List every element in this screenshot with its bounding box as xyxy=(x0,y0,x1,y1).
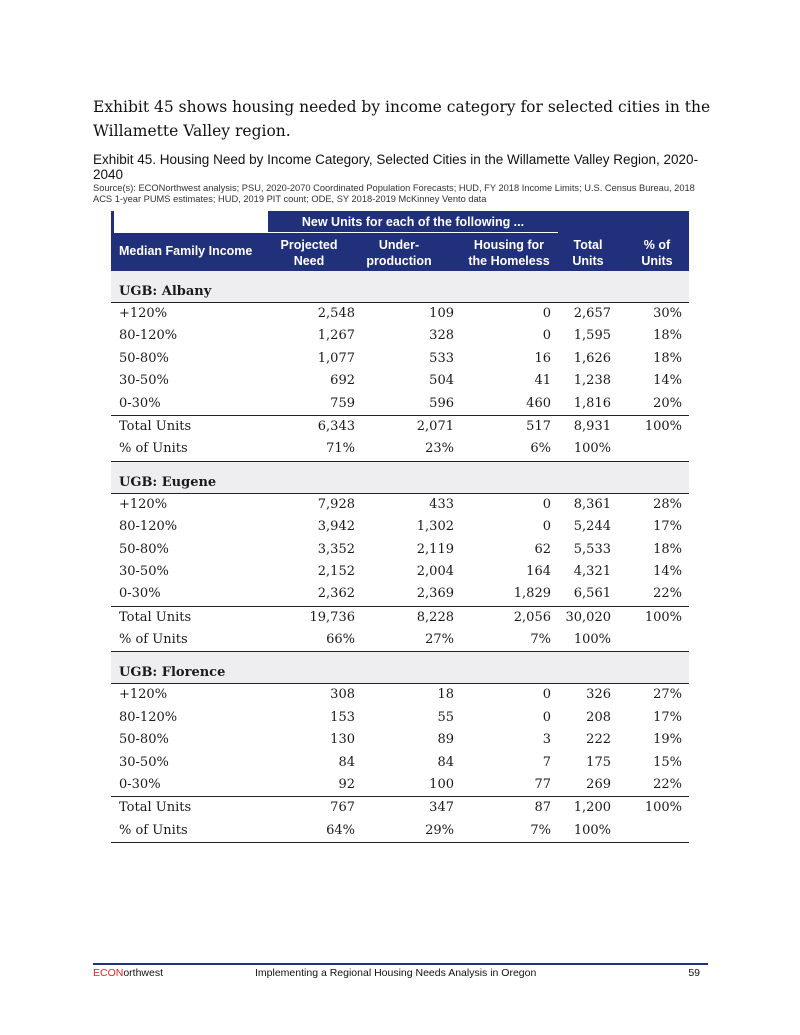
table-row xyxy=(111,539,689,561)
total-units-cell: 8,361 xyxy=(573,496,611,512)
pct-of-units-cell: 100% xyxy=(644,609,682,625)
table-row xyxy=(111,752,689,774)
table-row xyxy=(111,774,689,796)
col-header-under-line2: production xyxy=(366,254,432,268)
homeless-housing-cell: 0 xyxy=(542,519,551,535)
projected-need-cell: 2,548 xyxy=(317,306,355,321)
income-category-cell: 0-30% xyxy=(119,395,161,411)
homeless-housing-cell: 3 xyxy=(542,732,551,748)
income-category-cell: 0-30% xyxy=(119,777,161,793)
total-units-cell: 8,931 xyxy=(573,418,611,434)
exhibit-title: Exhibit 45. Housing Need by Income Category, Selected Cities in the Willamette Valley Region, 2020-2040 xyxy=(93,152,699,182)
projected-need-cell: 1,267 xyxy=(317,328,355,344)
income-category-cell: 50-80% xyxy=(119,350,169,366)
projected-need-cell: 19,736 xyxy=(309,609,355,625)
col-header-projected-line1: Projected xyxy=(280,238,338,252)
percent-row xyxy=(111,820,689,843)
intro-paragraph: Exhibit 45 shows housing needed by income category for selected cities in the Willamette Valley region. xyxy=(93,98,711,140)
projected-need-cell: 153 xyxy=(330,709,355,725)
group-header: New Units for each of the following ... xyxy=(301,215,525,229)
pct-of-units-cell: 22% xyxy=(653,777,682,793)
income-category-cell: +120% xyxy=(119,687,168,703)
footer-document-title: Implementing a Regional Housing Needs Analysis in Oregon xyxy=(255,967,537,979)
pct-of-units-cell: 15% xyxy=(653,754,682,770)
col-header-underproduction xyxy=(356,237,442,269)
homeless-housing-cell: 0 xyxy=(542,328,551,344)
pct-of-units-cell: 17% xyxy=(653,519,682,535)
homeless-housing-cell: 164 xyxy=(526,563,551,579)
col-header-projected-line2: Need xyxy=(293,254,325,268)
homeless-housing-cell: 0 xyxy=(542,496,551,512)
underproduction-cell: 100 xyxy=(429,777,454,793)
total-row xyxy=(111,415,689,438)
underproduction-cell: 1,302 xyxy=(416,519,454,535)
income-category-cell: % of Units xyxy=(119,822,188,838)
section-spacer xyxy=(111,462,689,472)
homeless-housing-cell: 87 xyxy=(534,800,551,816)
section-spacer xyxy=(111,652,689,662)
underproduction-cell: 2,071 xyxy=(416,418,454,434)
housing-need-table xyxy=(111,211,689,843)
homeless-housing-cell: 1,829 xyxy=(513,586,551,602)
section-heading: UGB: Albany xyxy=(111,281,689,303)
pct-of-units-cell: 27% xyxy=(653,687,682,703)
table-row xyxy=(111,684,689,706)
total-units-cell: 326 xyxy=(586,687,611,703)
projected-need-cell: 66% xyxy=(326,632,355,648)
income-category-cell: 50-80% xyxy=(119,732,169,748)
table-row xyxy=(111,561,689,583)
projected-need-cell: 3,352 xyxy=(317,541,355,557)
projected-need-cell: 759 xyxy=(330,395,355,411)
underproduction-cell: 18 xyxy=(437,687,454,703)
projected-need-cell: 308 xyxy=(330,687,355,703)
table-row xyxy=(111,729,689,751)
footer-rule xyxy=(93,963,708,965)
exhibit-source: Source(s): ECONorthwest analysis; PSU, 2020-2070 Coordinated Population Forecasts; HUD, FY 2018 Income Limits; U.S. Census Bureau, 2018 ACS 1-year PUMS estimates; HUD, 2019 PIT count; ODE, SY 2018-2019 McKinney Vento data xyxy=(93,183,695,204)
homeless-housing-cell: 16 xyxy=(534,350,551,366)
projected-need-cell: 767 xyxy=(330,800,355,816)
underproduction-cell: 29% xyxy=(425,822,454,838)
total-units-cell: 269 xyxy=(586,777,611,793)
total-units-cell: 1,238 xyxy=(573,373,611,389)
income-category-cell: 80-120% xyxy=(119,709,178,725)
underproduction-cell: 533 xyxy=(429,350,454,366)
underproduction-cell: 347 xyxy=(429,800,454,816)
col-header-homeless xyxy=(461,237,557,269)
total-row xyxy=(111,796,689,819)
col-header-pct-line1: % of xyxy=(643,238,671,252)
table-row xyxy=(111,707,689,729)
table-row xyxy=(111,325,689,347)
projected-need-cell: 92 xyxy=(338,777,355,793)
projected-need-cell: 2,362 xyxy=(317,586,355,602)
underproduction-cell: 23% xyxy=(425,441,454,457)
homeless-housing-cell: 0 xyxy=(542,709,551,725)
table-header xyxy=(111,211,689,271)
pct-of-units-cell: 17% xyxy=(653,709,682,725)
projected-need-cell: 1,077 xyxy=(317,350,355,366)
income-category-cell: Total Units xyxy=(119,609,192,625)
underproduction-cell: 2,004 xyxy=(416,563,454,579)
col-header-pct xyxy=(628,237,686,269)
income-category-cell: 50-80% xyxy=(119,541,169,557)
income-category-cell: +120% xyxy=(119,496,168,512)
footer-brand-rest: orthwest xyxy=(123,967,164,979)
total-units-cell: 1,200 xyxy=(573,800,611,816)
homeless-housing-cell: 0 xyxy=(542,306,551,321)
income-category-cell: 30-50% xyxy=(119,563,169,579)
total-units-cell: 208 xyxy=(586,709,611,725)
table-row xyxy=(111,393,689,415)
underproduction-cell: 433 xyxy=(429,496,454,512)
col-header-total-line2: Units xyxy=(572,254,604,268)
total-units-cell: 5,244 xyxy=(573,519,611,535)
pct-of-units-cell: 100% xyxy=(644,800,682,816)
projected-need-cell: 2,152 xyxy=(317,563,355,579)
projected-need-cell: 692 xyxy=(330,373,355,389)
table-row xyxy=(111,303,689,325)
pct-of-units-cell: 18% xyxy=(653,541,682,557)
total-units-cell: 100% xyxy=(573,632,611,648)
underproduction-cell: 84 xyxy=(437,754,454,770)
projected-need-cell: 3,942 xyxy=(317,519,355,535)
page-footer xyxy=(93,966,708,980)
header-left-strip xyxy=(111,211,268,233)
footer-brand xyxy=(93,966,163,980)
pct-of-units-cell: 14% xyxy=(653,563,682,579)
underproduction-cell: 2,119 xyxy=(416,541,454,557)
col-header-pct-line2: Units xyxy=(641,254,673,268)
table-row xyxy=(111,516,689,538)
pct-of-units-cell: 20% xyxy=(653,395,682,411)
pct-of-units-cell: 28% xyxy=(653,496,682,512)
col-header-projected xyxy=(271,237,347,269)
underproduction-cell: 109 xyxy=(429,306,454,321)
homeless-housing-cell: 6% xyxy=(530,441,551,457)
income-category-cell: 30-50% xyxy=(119,373,169,389)
underproduction-cell: 89 xyxy=(437,732,454,748)
total-units-cell: 1,595 xyxy=(573,328,611,344)
page-number: 59 xyxy=(688,967,700,979)
col-header-total-line1: Total xyxy=(573,238,603,252)
underproduction-cell: 8,228 xyxy=(416,609,454,625)
table-row xyxy=(111,370,689,392)
section-heading: UGB: Eugene xyxy=(111,472,689,494)
col-header-homeless-line2: the Homeless xyxy=(468,254,550,268)
projected-need-cell: 130 xyxy=(330,732,355,748)
income-category-cell: Total Units xyxy=(119,418,192,434)
underproduction-cell: 328 xyxy=(429,328,454,344)
total-units-cell: 5,533 xyxy=(573,541,611,557)
income-category-cell: 80-120% xyxy=(119,519,178,535)
col-header-under-line1: Under- xyxy=(378,238,420,252)
pct-of-units-cell: 22% xyxy=(653,586,682,602)
homeless-housing-cell: 7% xyxy=(530,632,551,648)
projected-need-cell: 64% xyxy=(326,822,355,838)
homeless-housing-cell: 62 xyxy=(534,541,551,557)
table-row xyxy=(111,348,689,370)
col-header-income: Median Family Income xyxy=(119,244,253,258)
pct-of-units-cell: 14% xyxy=(653,373,682,389)
total-units-cell: 175 xyxy=(586,754,611,770)
pct-of-units-cell: 19% xyxy=(653,732,682,748)
col-header-homeless-line1: Housing for xyxy=(473,238,545,252)
total-units-cell: 2,657 xyxy=(573,306,611,321)
pct-of-units-cell: 18% xyxy=(653,328,682,344)
projected-need-cell: 7,928 xyxy=(317,496,355,512)
projected-need-cell: 6,343 xyxy=(317,418,355,434)
footer-brand-econ: ECON xyxy=(93,967,124,979)
section-spacer xyxy=(111,271,689,281)
income-category-cell: 0-30% xyxy=(119,586,161,602)
income-category-cell: % of Units xyxy=(119,441,188,457)
group-header-rule xyxy=(268,232,558,233)
pct-of-units-cell: 30% xyxy=(653,306,682,321)
percent-row xyxy=(111,438,689,461)
homeless-housing-cell: 41 xyxy=(534,373,551,389)
table-body xyxy=(111,271,689,843)
pct-of-units-cell: 100% xyxy=(644,418,682,434)
projected-need-cell: 84 xyxy=(338,754,355,770)
total-units-cell: 1,626 xyxy=(573,350,611,366)
percent-row xyxy=(111,629,689,652)
income-category-cell: +120% xyxy=(119,306,168,321)
total-units-cell: 222 xyxy=(586,732,611,748)
projected-need-cell: 71% xyxy=(326,441,355,457)
homeless-housing-cell: 7% xyxy=(530,822,551,838)
table-row xyxy=(111,583,689,605)
income-category-cell: Total Units xyxy=(119,800,192,816)
table-row xyxy=(111,494,689,516)
underproduction-cell: 504 xyxy=(429,373,454,389)
homeless-housing-cell: 2,056 xyxy=(513,609,551,625)
underproduction-cell: 27% xyxy=(425,632,454,648)
income-category-cell: 30-50% xyxy=(119,754,169,770)
homeless-housing-cell: 77 xyxy=(534,777,551,793)
total-units-cell: 30,020 xyxy=(565,609,611,625)
homeless-housing-cell: 7 xyxy=(542,754,551,770)
underproduction-cell: 2,369 xyxy=(416,586,454,602)
underproduction-cell: 596 xyxy=(429,395,454,411)
col-header-total xyxy=(563,237,613,269)
section-heading: UGB: Florence xyxy=(111,662,689,684)
total-units-cell: 1,816 xyxy=(573,395,611,411)
total-units-cell: 100% xyxy=(573,822,611,838)
underproduction-cell: 55 xyxy=(437,709,454,725)
income-category-cell: % of Units xyxy=(119,632,188,648)
homeless-housing-cell: 460 xyxy=(526,395,551,411)
total-units-cell: 6,561 xyxy=(573,586,611,602)
total-units-cell: 100% xyxy=(573,441,611,457)
total-row xyxy=(111,606,689,629)
total-units-cell: 4,321 xyxy=(573,563,611,579)
homeless-housing-cell: 0 xyxy=(542,687,551,703)
income-category-cell: 80-120% xyxy=(119,328,178,344)
homeless-housing-cell: 517 xyxy=(526,418,551,434)
pct-of-units-cell: 18% xyxy=(653,350,682,366)
